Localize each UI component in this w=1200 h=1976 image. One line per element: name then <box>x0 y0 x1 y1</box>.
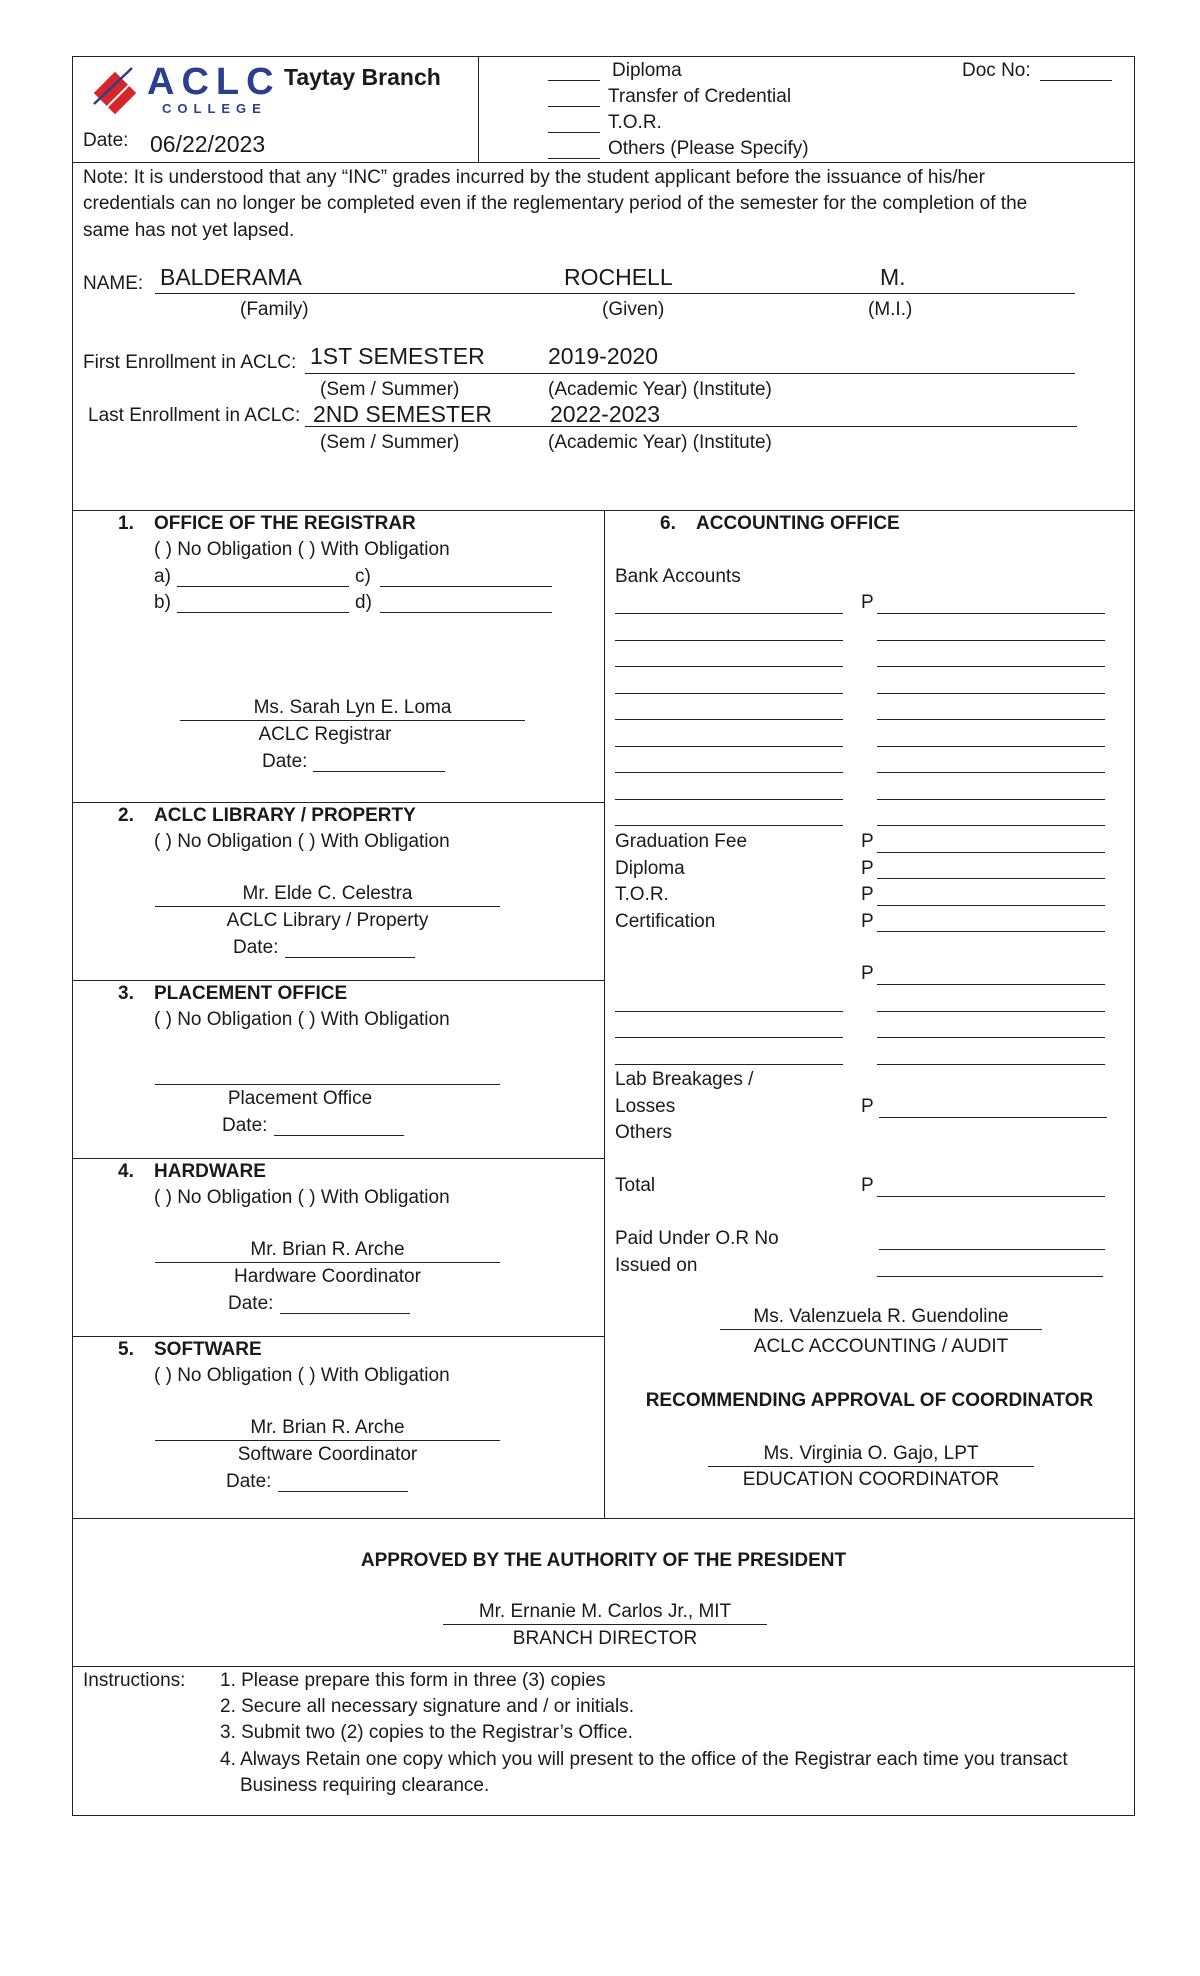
signatory-name: Ms. Valenzuela R. Guendoline <box>753 1306 1009 1327</box>
columns-divider <box>604 510 605 1519</box>
bank-account-line <box>615 613 843 614</box>
bank-account-line <box>615 772 843 773</box>
family-caption: (Family) <box>240 299 309 320</box>
section-number: 5. <box>118 1339 134 1360</box>
date-line <box>280 1313 410 1314</box>
branch-name: Taytay Branch <box>284 64 441 90</box>
approval-bottom-line <box>72 1666 1135 1667</box>
amount-line <box>877 746 1105 747</box>
instruction-step: 2. Secure all necessary signature and / or initials. <box>220 1696 634 1717</box>
signatory-position: ACLC ACCOUNTING / AUDIT <box>753 1336 1009 1357</box>
amount-line <box>877 1011 1105 1012</box>
other-item-line <box>615 1037 843 1038</box>
given-caption: (Given) <box>602 299 665 320</box>
instruction-continuation: Business requiring clearance. <box>240 1775 490 1796</box>
first-enrollment-semester: 1ST SEMESTER <box>310 343 485 369</box>
obligation-checkboxes[interactable]: ( ) No Obligation ( ) With Obligation <box>154 539 450 560</box>
amount-line <box>877 825 1105 826</box>
header-divider <box>478 56 479 163</box>
date-label: Date: <box>222 1115 268 1136</box>
peso-sign: P <box>861 1096 874 1117</box>
item-c-line <box>380 586 552 587</box>
logo-emblem-icon <box>88 64 146 120</box>
bank-account-line <box>615 640 843 641</box>
middle-initial-value: M. <box>880 264 906 290</box>
name-label: NAME: <box>83 273 144 294</box>
lab-breakages-label: Lab Breakages / <box>615 1069 754 1090</box>
certification-label: Certification <box>615 911 716 932</box>
first-enrollment-label: First Enrollment in ACLC: <box>83 352 297 373</box>
signatory-position: Software Coordinator <box>237 1444 418 1465</box>
bank-account-line <box>615 746 843 747</box>
peso-sign: P <box>861 884 874 905</box>
date-line <box>278 1491 408 1492</box>
last-year-caption: (Academic Year) (Institute) <box>548 432 772 453</box>
first-sem-caption: (Sem / Summer) <box>320 379 460 400</box>
or-number-line <box>879 1249 1105 1250</box>
date-line <box>313 771 445 772</box>
instruction-step: 3. Submit two (2) copies to the Registrar’s Office. <box>220 1722 633 1743</box>
section-title: ACCOUNTING OFFICE <box>696 513 900 534</box>
peso-sign: P <box>861 1175 874 1196</box>
last-enrollment-year: 2022-2023 <box>550 401 660 427</box>
hardware-bottom-line <box>72 1336 604 1337</box>
logo-subtext: COLLEGE <box>162 101 267 116</box>
instruction-step: 1. Please prepare this form in three (3) copies <box>220 1670 606 1691</box>
other-item-line <box>615 1011 843 1012</box>
columns-bottom-line <box>72 1518 1135 1519</box>
peso-sign: P <box>861 592 874 613</box>
signatory-position: ACLC Library / Property <box>226 910 429 931</box>
amount-line <box>877 640 1105 641</box>
amount-line <box>877 719 1105 720</box>
doc-no-blank <box>1040 80 1112 81</box>
signatory-position: EDUCATION COORDINATOR <box>742 1469 1000 1490</box>
placement-bottom-line <box>72 1158 604 1159</box>
date-label: Date: <box>226 1471 272 1492</box>
date-line <box>285 957 415 958</box>
total-label: Total <box>615 1175 656 1196</box>
item-d-line <box>380 612 552 613</box>
option-diploma: Diploma <box>612 60 682 81</box>
amount-line <box>877 1037 1105 1038</box>
signature-line <box>443 1624 767 1625</box>
peso-sign: P <box>861 831 874 852</box>
peso-sign: P <box>861 858 874 879</box>
signature-line <box>708 1466 1034 1467</box>
amount-line <box>877 799 1105 800</box>
option-blank <box>548 106 600 107</box>
bank-account-line <box>615 799 843 800</box>
item-b-label: b) <box>154 592 171 613</box>
amount-line <box>877 693 1105 694</box>
section-title: PLACEMENT OFFICE <box>154 983 348 1004</box>
library-bottom-line <box>72 980 604 981</box>
obligation-checkboxes[interactable]: ( ) No Obligation ( ) With Obligation <box>154 1009 450 1030</box>
amount-line <box>877 984 1105 985</box>
obligation-checkboxes[interactable]: ( ) No Obligation ( ) With Obligation <box>154 1365 450 1386</box>
diploma-label: Diploma <box>615 858 685 879</box>
header-bottom-line <box>72 162 1135 163</box>
last-enrollment-semester: 2ND SEMESTER <box>313 401 492 427</box>
amount-line <box>877 666 1105 667</box>
section-number: 1. <box>118 513 134 534</box>
signatory-name: Mr. Elde C. Celestra <box>242 883 413 904</box>
peso-sign: P <box>861 911 874 932</box>
obligation-checkboxes[interactable]: ( ) No Obligation ( ) With Obligation <box>154 1187 450 1208</box>
issued-on-label: Issued on <box>615 1255 698 1276</box>
item-b-line <box>177 612 349 613</box>
note-line-3: same has not yet lapsed. <box>83 220 295 241</box>
signatory-position: Placement Office <box>227 1088 373 1109</box>
option-others: Others (Please Specify) <box>608 138 809 159</box>
signatory-position: BRANCH DIRECTOR <box>512 1628 698 1649</box>
signature-line <box>155 906 500 907</box>
certification-amount-line <box>877 931 1105 932</box>
section-title: SOFTWARE <box>154 1339 262 1360</box>
signatory-name: Mr. Brian R. Arche <box>250 1239 405 1260</box>
approval-heading: APPROVED BY THE AUTHORITY OF THE PRESIDENT <box>360 1550 847 1571</box>
date-label: Date: <box>228 1293 274 1314</box>
others-label: Others <box>615 1122 673 1143</box>
amount-line <box>877 613 1105 614</box>
section-title: ACLC LIBRARY / PROPERTY <box>154 805 416 826</box>
signatory-name: Mr. Brian R. Arche <box>250 1417 405 1438</box>
coordinator-heading: RECOMMENDING APPROVAL OF COORDINATOR <box>645 1390 1094 1411</box>
bank-account-line <box>615 666 843 667</box>
signature-line <box>180 720 525 721</box>
section-number: 6. <box>660 513 676 534</box>
given-name-value: ROCHELL <box>564 264 673 290</box>
graduation-fee-amount-line <box>877 852 1105 853</box>
item-a-label: a) <box>154 566 171 587</box>
bank-account-line <box>615 693 843 694</box>
instruction-step: 4. Always Retain one copy which you will present to the office of the Registrar each time you transact <box>220 1749 1068 1770</box>
tor-label: T.O.R. <box>615 884 669 905</box>
instructions-label: Instructions: <box>83 1670 186 1691</box>
doc-no-label: Doc No: <box>962 60 1031 81</box>
bank-accounts-label: Bank Accounts <box>615 566 741 587</box>
option-transfer-credential: Transfer of Credential <box>608 86 792 107</box>
date-value: 06/22/2023 <box>150 131 266 157</box>
date-line <box>274 1135 404 1136</box>
other-item-line <box>615 1064 843 1065</box>
date-label: Date: <box>262 751 308 772</box>
first-enrollment-year: 2019-2020 <box>548 343 658 369</box>
section-number: 4. <box>118 1161 134 1182</box>
peso-sign: P <box>861 963 874 984</box>
obligation-checkboxes[interactable]: ( ) No Obligation ( ) With Obligation <box>154 831 450 852</box>
section-number: 2. <box>118 805 134 826</box>
first-year-caption: (Academic Year) (Institute) <box>548 379 772 400</box>
signatory-name: Ms. Sarah Lyn E. Loma <box>253 697 452 718</box>
signatory-position: Hardware Coordinator <box>234 1266 421 1287</box>
mi-caption: (M.I.) <box>868 299 913 320</box>
item-a-line <box>177 586 349 587</box>
item-d-label: d) <box>355 592 372 613</box>
section-title: OFFICE OF THE REGISTRAR <box>154 513 416 534</box>
registrar-bottom-line <box>72 802 604 803</box>
logo-text: ACLC <box>147 61 281 103</box>
amount-line <box>877 1064 1105 1065</box>
breakages-amount-line <box>879 1117 1107 1118</box>
signatory-name: Mr. Ernanie M. Carlos Jr., MIT <box>478 1601 732 1622</box>
signatory-name: Ms. Virginia O. Gajo, LPT <box>763 1443 979 1464</box>
signature-line <box>720 1329 1042 1330</box>
signature-line <box>155 1440 500 1441</box>
note-line-1: Note: It is understood that any “INC” grades incurred by the student applicant before the issuance of his/her <box>83 167 985 188</box>
section-title: HARDWARE <box>154 1161 266 1182</box>
note-line-2: credentials can no longer be completed even if the reglementary period of the semester for the completion of the <box>83 193 1028 214</box>
signature-line <box>155 1262 500 1263</box>
amount-line <box>877 772 1105 773</box>
issued-on-line <box>877 1276 1103 1277</box>
last-sem-caption: (Sem / Summer) <box>320 432 460 453</box>
signatory-position: ACLC Registrar <box>258 724 392 745</box>
option-blank <box>548 80 600 81</box>
section-number: 3. <box>118 983 134 1004</box>
paid-under-label: Paid Under O.R No <box>615 1228 779 1249</box>
option-blank <box>548 132 600 133</box>
date-label: Date: <box>233 937 279 958</box>
graduation-fee-label: Graduation Fee <box>615 831 748 852</box>
diploma-amount-line <box>877 878 1105 879</box>
total-amount-line <box>877 1196 1105 1197</box>
signature-line <box>155 1084 500 1085</box>
option-tor: T.O.R. <box>608 112 662 133</box>
last-enrollment-line <box>305 426 1077 427</box>
option-blank <box>548 158 600 159</box>
first-enrollment-line <box>305 373 1075 374</box>
name-line <box>155 293 1075 294</box>
date-label: Date: <box>83 130 129 151</box>
bank-account-line <box>615 825 843 826</box>
last-enrollment-label: Last Enrollment in ACLC: <box>88 405 301 426</box>
family-name-value: BALDERAMA <box>160 264 302 290</box>
bank-account-line <box>615 719 843 720</box>
item-c-label: c) <box>355 566 371 587</box>
tor-amount-line <box>877 905 1105 906</box>
losses-label: Losses <box>615 1096 676 1117</box>
